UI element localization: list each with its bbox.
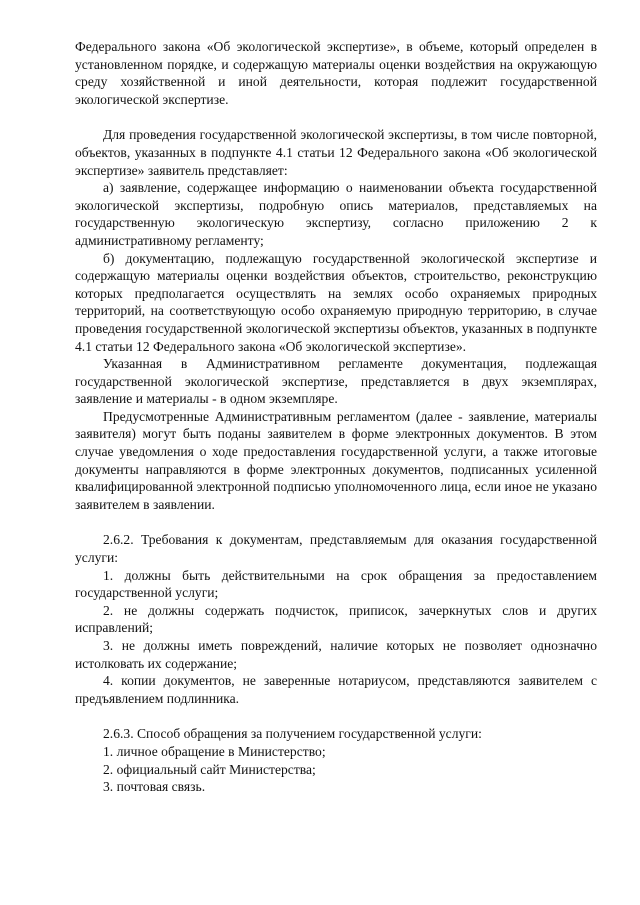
list-item: 4. копии документов, не заверенные нотариусом, представляются заявителем с предъявлением подлинника.	[75, 673, 597, 706]
spacer	[75, 108, 597, 126]
list-item: 2. официальный сайт Министерства;	[103, 761, 316, 777]
paragraph-continuation: Федерального закона «Об экологической экспертизе», в объеме, который определен в установленном порядке, и содержащую материалы оценки воздействия на окружающую среду хозяйственной и иной деятельности, которая подлежит государственной экологической экспертизе.	[75, 39, 597, 107]
spacer	[75, 513, 597, 531]
document-body	[75, 38, 597, 796]
section-2-6-2-heading: 2.6.2. Требования к документам, представляемым для оказания государственной услуги:	[75, 532, 597, 566]
list-item: 3. не должны иметь повреждений, наличие которых не позволяет однозначно истолковать их содержание;	[75, 638, 597, 671]
list-item: 1. должны быть действительными на срок обращения за предоставлением государственной услуги;	[75, 567, 597, 601]
list-item: 3. почтовая связь.	[103, 779, 206, 795]
section-2-6-3-heading: 2.6.3. Способ обращения за получением государственной услуги:	[103, 726, 482, 742]
list-item: 1. личное обращение в Министерство;	[103, 743, 326, 759]
item-b-documentation: б) документацию, подлежащую государственной экологической экспертизе и содержащую материалы оценки воздействия объектов, строительство, реконструкцию которых предполагается осуществлять на землях особо охраняемых природных территорий, на соответствующую особо охраняемую природную территорию, в случае проведения государственной экологической экспертизы объектов, указанных в подпункте 4.1 статьи 12 Федерального закона «Об экологической экспертизе».	[75, 250, 597, 354]
paragraph-electronic-documents: Предусмотренные Административным регламентом (далее - заявление, материалы заявителя) могут быть поданы заявителем в форме электронных документов. В этом случае уведомления о ходе предоставления государственной услуги, а также итоговые документы направляются в форме электронных документов, подписанных усиленной квалифицированной электронной подписью уполномоченного лица, если иное не указано заявителем в заявлении.	[75, 408, 597, 512]
list-item: 2. не должны содержать подчисток, приписок, зачеркнутых слов и других исправлений;	[75, 602, 597, 636]
paragraph-copies: Указанная в Административном регламенте документация, подлежащая государственной экологической экспертизе, представляется в двух экземплярах, заявление и материалы - в одном экземпляре.	[75, 356, 597, 407]
item-a-application: а) заявление, содержащее информацию о наименовании объекта государственной экологической экспертизы, подробную опись материалов, представляемых на государственную экологическую экспертизу, согласно приложению 2 к административному регламенту;	[75, 180, 597, 248]
spacer	[75, 707, 597, 725]
paragraph-requirements-intro: Для проведения государственной экологической экспертизы, в том числе повторной, объектов, указанных в подпункте 4.1 статьи 12 Федерального закона «Об экологической экспертизе» заявитель представляет:	[75, 127, 597, 178]
